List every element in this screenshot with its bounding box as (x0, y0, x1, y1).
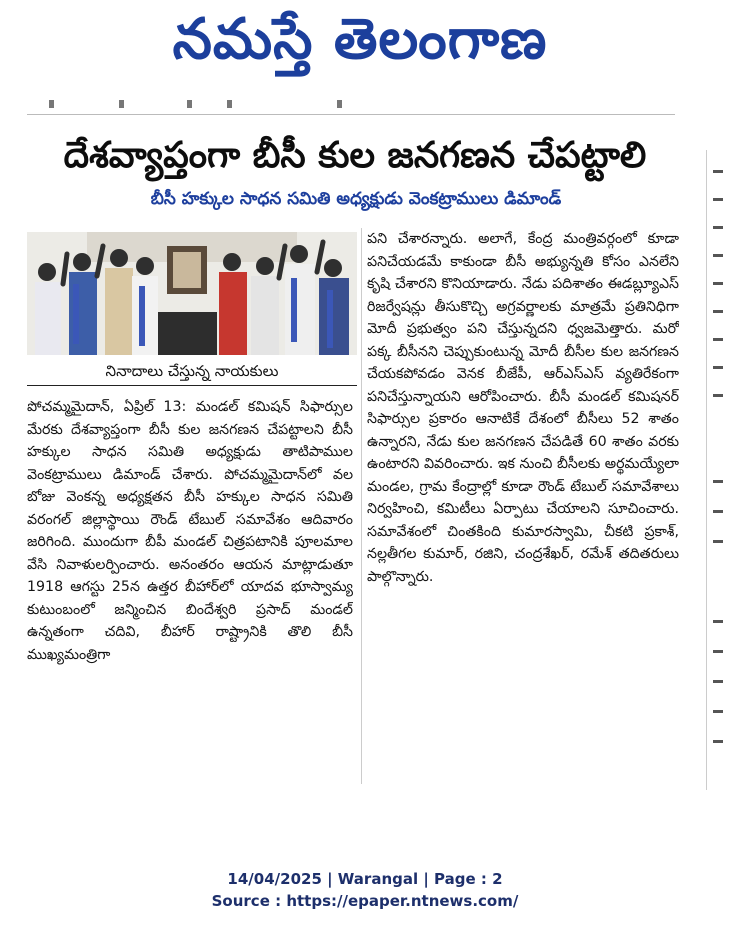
article-body-right: పని చేశారన్నారు. అలాగే, కేంద్ర మంత్రివర్గంలో కూడా పనిచేయడమే కాకుండా బీసీ అభ్యున్నతి కోసం ఎనలేని కృషి చేశారని కొనియాడారు. నేడు పదిశాతం ఈడబ్ల్యూఎస్ రిజర్వేషన్లు తీసుకొచ్చి అగ్రవర్ణాలకు మాత్రమే ప్రతినిధిగా మోదీ ప్రభుత్వం పని చేస్తున్నదని ధ్వజమెత్తారు. మరో పక్క బీసీనని చెప్పుకుంటున్న మోదీ బీసీల కుల జనగణన చేయకపోవడం వెనక బీజేపీ, ఆర్‌ఎస్‌ఎస్ వ్యతిరేకంగా పనిచేస్తున్నాయని ఆరోపించారు. బీసీ మండల్ కమిషనర్ సిఫార్సుల ప్రకారం ఆనాటికే దేశంలో బీసీలు 52 శాతం ఉన్నారని, నేడు కుల జనగణన చేపడితే 60 శాతం వరకు ఉంటారని వివరించారు. ఇక నుంచి బీసీలకు అర్థమయ్యేలా మండల, గ్రామ కేంద్రాల్లో కూడా రౌండ్ టేబుల్ సమావేశాలు నిర్వహించి, కమిటీలు ఏర్పాటు చేయాలని సూచించారు. సమావేశంలో చింతకింది కుమారస్వామి, చీకటి ప్రకాశ్, నల్లతీగల కుమార్, రజిని, చంద్రశేఖర్, రమేశ్ తదితరులు పాల్గొన్నారు. (367, 231, 679, 585)
masthead-title: నమస్తే తెలంగాణ (172, 7, 548, 72)
article-subheadline: బీసీ హక్కుల సాధన సమితి అధ్యక్షుడు వెంకట్రాములు డిమాండ్ (150, 189, 562, 209)
article-column-right (367, 228, 679, 788)
column-divider (361, 228, 362, 784)
photo-caption: నినాదాలు చేస్తున్న నాయకులు (27, 357, 357, 386)
article-photo (27, 232, 357, 355)
article-headline: దేశవ్యాప్తంగా బీసీ కుల జనగణన చేపట్టాలి (63, 135, 647, 176)
page-footer (140, 868, 590, 916)
article-column-left (27, 396, 353, 788)
adjacent-article-fragment (706, 150, 729, 790)
footer-edition-line: 14/04/2025 | Warangal | Page : 2 (227, 870, 503, 888)
footer-source-line: Source : https://epaper.ntnews.com/ (211, 892, 519, 910)
protest-photo-illustration (27, 232, 357, 355)
page-top-rule (27, 100, 675, 115)
article-body-left: పోచమ్మమైదాన్, ఏప్రిల్ 13: మండల్ కమిషన్ సిఫార్సుల మేరకు దేశవ్యాప్తంగా బీసీ కుల జనగణన చేపట్టాలని బీసీ హక్కుల సాధన సమితి అధ్యక్షుడు తాటిపాముల వెంకట్రాములు డిమాండ్ చేశారు. పోచమ్మమైదాన్‌లో వల బోజు వెంకన్న అధ్యక్షతన బీసీ హక్కుల సాధన సమితి వరంగల్ జిల్లాస్థాయి రౌండ్ టేబుల్ సమావేశం ఆదివారం జరిగింది. ముందుగా బీపీ మండల్ చిత్రపటానికి పూలమాల వేసి నివాళులర్పించారు. అనంతరం ఆయన మాట్లాడుతూ 1918 ఆగస్టు 25న ఉత్తర బీహార్‌లో యాదవ భూస్వామ్య కుటుంబంలో జన్మించిన బిందేశ్వరి ప్రసాద్ మండల్ ఉన్నతంగా చదివి, బీహార్ రాష్ట్రానికి తొలి బీసీ ముఖ్యమంత్రిగా (27, 399, 353, 663)
